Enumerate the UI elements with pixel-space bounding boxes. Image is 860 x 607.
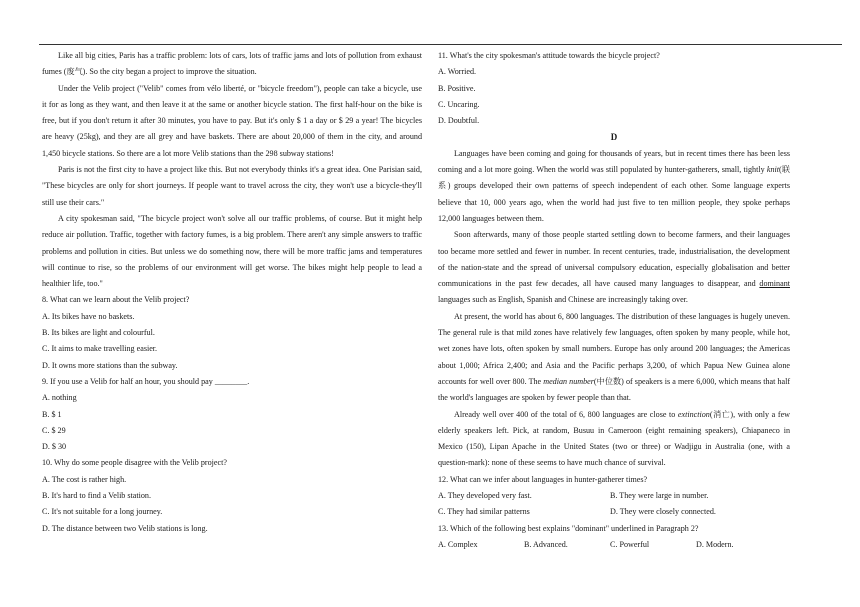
- passage-c-paragraph-2: Under the Velib project ("Velib" comes from vélo liberté, or "bicycle freedom"), people can take a bicycle, use it for as long as they want, and then leave it at the same or another bicycle station. The first half-hour on the bike is free, but if you don't return it after 30 minutes, you have to pay. But it's only $ 1 a day or $ 29 a year! The bicycles are heavy (25kg), and they are all grey and have baskets. There are about 20,000 of them in the city, and around 1,450 bicycle stations. So there are a lot more Velib stations than the 298 subway stations!: [42, 83, 422, 158]
- q8-option-d[interactable]: D. It owns more stations than the subway.: [42, 360, 178, 370]
- p2-text-b: languages such as English, Spanish and Chinese are increasingly taking over.: [438, 295, 688, 305]
- term-median-number: median number: [543, 376, 594, 386]
- q13-options-row: [438, 537, 790, 553]
- q10-option-c[interactable]: C. It's not suitable for a long journey.: [42, 507, 163, 517]
- q11-option-a[interactable]: A. Worried.: [438, 67, 477, 77]
- term-dominant: dominant: [759, 279, 790, 289]
- p1-text-a: Languages have been coming and going for thousands of years, but in recent times there has been less coming and a lot more going. When the world was still populated by hunter-gatherers, small, tightly: [438, 148, 790, 175]
- left-column: [42, 48, 422, 537]
- q8-option-c[interactable]: C. It aims to make travelling easier.: [42, 344, 158, 354]
- q13-option-b[interactable]: B. Advanced.: [524, 539, 568, 549]
- passage-c-paragraph-4: A city spokesman said, "The bicycle project won't solve all our traffic problems, of course. But it might help reduce air pollution. Traffic, together with factory fumes, is a big problem. There aren't any simple answers to traffic problems and pollution in cities. But unless we do something now, there will be more traffic jams and temperatures will continue to rise, so the problems of our environment will get worse. The bikes might help people to lead a healthier life, too.": [42, 213, 422, 289]
- question-9: 9. If you use a Velib for half an hour, you should pay ________.: [42, 376, 250, 386]
- question-11: 11. What's the city spokesman's attitude towards the bicycle project?: [438, 51, 660, 60]
- q10-option-a[interactable]: A. The cost is rather high.: [42, 474, 127, 484]
- passage-c-paragraph-3: Paris is not the first city to have a project like this. But not everybody thinks it's a great idea. One Parisian said, "These bicycles are only for short journeys. If people want to travel across the city, they won't use a bicycle-they'll still use their cars.": [42, 165, 422, 207]
- term-extinction: extinction: [677, 409, 710, 419]
- q11-option-b[interactable]: B. Positive.: [438, 83, 476, 93]
- passage-d-paragraph-4: [438, 407, 790, 472]
- question-10: 10. Why do some people disagree with the Velib project?: [42, 458, 227, 468]
- passage-d-paragraph-1: [438, 146, 790, 227]
- q12-option-a[interactable]: A. They developed very fast.: [438, 491, 532, 501]
- q8-option-b[interactable]: B. Its bikes are light and colourful.: [42, 328, 155, 338]
- passage-d-paragraph-2: [438, 227, 790, 308]
- q10-option-b[interactable]: B. It's hard to find a Velib station.: [42, 491, 151, 501]
- q12-options-row-2: [438, 504, 790, 520]
- q11-option-c[interactable]: C. Uncaring.: [438, 99, 480, 109]
- q12-option-d[interactable]: D. They were closely connected.: [610, 507, 716, 517]
- q12-option-b[interactable]: B. They were large in number.: [610, 491, 709, 501]
- q8-option-a[interactable]: A. Its bikes have no baskets.: [42, 311, 135, 321]
- passage-c-paragraph-1: Like all big cities, Paris has a traffic problem: lots of cars, lots of traffic jams and lots of pollution from exhaust fumes (废气). So the city began a project to improve the situation.: [42, 51, 422, 77]
- q13-option-d[interactable]: D. Modern.: [696, 539, 734, 549]
- p4-text-b: (消亡), with only a few elderly speakers left. Pick, at random, Busuu in Cameroon (eight remaining speakers), Chiapaneco in Mexico (150), Lipan Apache in the United States (two or three) or Wadjigu in Australia (one, with a question-mark): none of these seems to have much chance of survival.: [438, 409, 791, 468]
- passage-d-paragraph-3: [438, 309, 790, 407]
- term-knit: knit: [766, 165, 779, 175]
- question-8: 8. What can we learn about the Velib project?: [42, 295, 190, 305]
- q10-option-d[interactable]: D. The distance between two Velib stations is long.: [42, 523, 208, 533]
- p3-text-b: (中位数) of speakers is a mere 6,000, which means that half the world's languages are spoken by fewer people than that.: [438, 376, 791, 403]
- p4-text-a: Already well over 400 of the total of 6, 800 languages are close to: [454, 409, 678, 419]
- q9-option-c[interactable]: C. $ 29: [42, 425, 66, 435]
- right-column: [438, 48, 790, 553]
- q9-option-a[interactable]: A. nothing: [42, 393, 77, 403]
- header-rule: [39, 44, 842, 45]
- section-heading-d: D: [610, 132, 618, 143]
- q13-option-c[interactable]: C. Powerful: [610, 539, 650, 549]
- q13-option-a[interactable]: A. Complex: [438, 539, 478, 549]
- p2-text-a: Soon afterwards, many of those people started settling down to become farmers, and their languages too became more settled and fewer in number. In recent centuries, trade, industrialisation, the development of the nation-state and the spread of universal compulsory education, especially globalisation and better communications in the past few decades, all have caused many languages to disappear, and: [438, 230, 790, 289]
- q9-option-d[interactable]: D. $ 30: [42, 442, 67, 452]
- q12-option-c[interactable]: C. They had similar patterns: [438, 507, 530, 517]
- question-13: 13. Which of the following best explains "dominant" underlined in Paragraph 2?: [438, 523, 699, 533]
- p3-text-a: At present, the world has about 6, 800 languages. The distribution of these languages is hugely uneven. The general rule is that mild zones have relatively few languages, often spoken by many people, while hot, wet zones have lots, often spoken by small numbers. Europe has only around 200 languages; the Americas about 1,000; Africa 2,400; and Asia and the Pacific perhaps 3,200, of which Papua New Guinea alone accounts for well over 800. The: [438, 311, 790, 386]
- p1-text-b: (联系) groups developed their own patterns of speech independent of each other. Some language experts believe that 10, 000 years ago, when the world had just five to ten million people, they spoke perhaps 12,000 languages between them.: [438, 165, 790, 223]
- q9-option-b[interactable]: B. $ 1: [42, 409, 62, 419]
- q12-options-row-1: [438, 488, 790, 504]
- question-12: 12. What can we infer about languages in hunter-gatherer times?: [438, 474, 648, 484]
- q11-option-d[interactable]: D. Doubtful.: [438, 116, 480, 126]
